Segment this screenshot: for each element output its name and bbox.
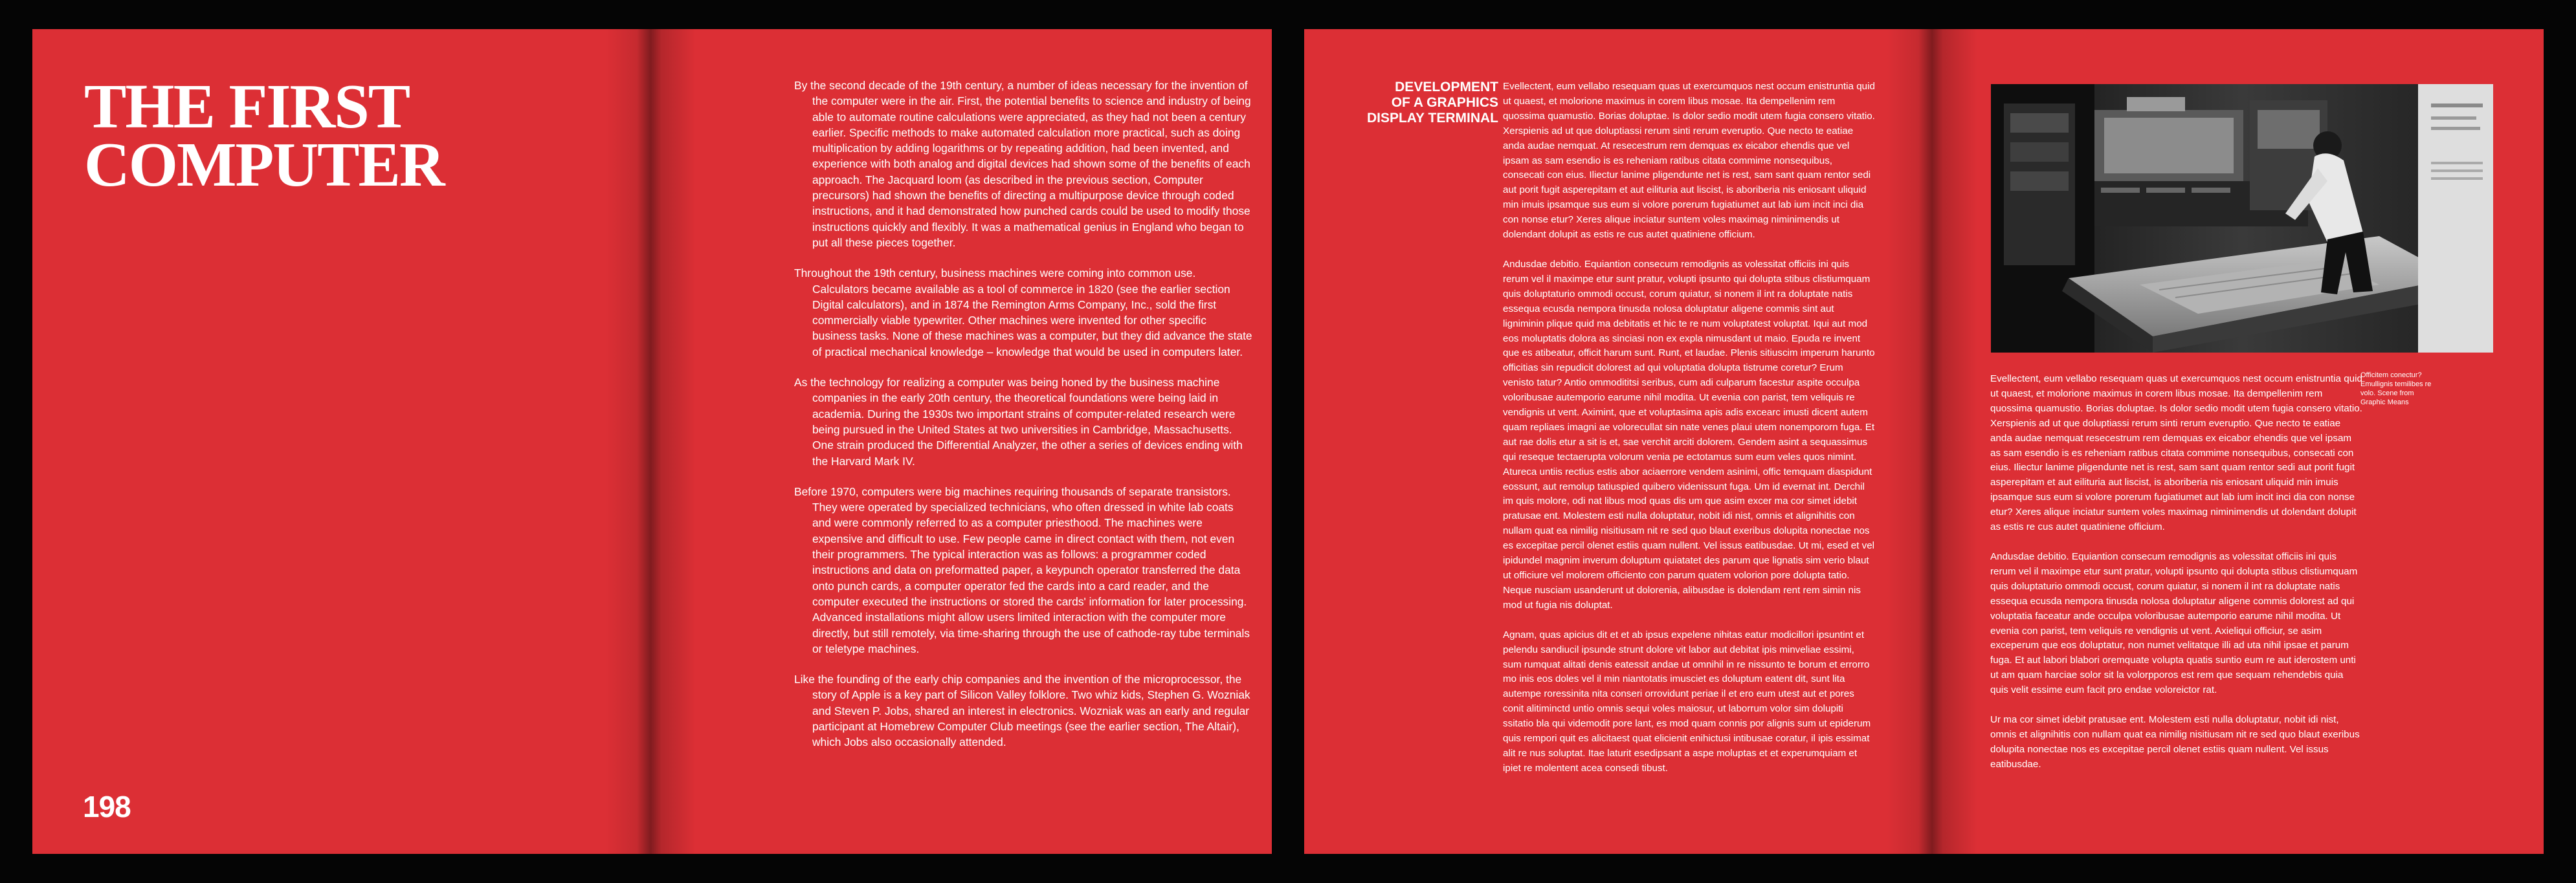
body-paragraph-2: Andusdae debitio. Equiantion consecum remodignis as volessitat officiis ini quis rerum vel il maximpe etur sunt pratur, volupti ipsunto qui dolupta stibus clistiumquam quis doluptaturio ommodi occust, corum quiatur, si nonem il int ra doluptate natis essequa ecusda nempora tinusda nolosa doluptatur aligene commis sint aut ligniminin plique quid ma debitatis et hic te re num voluptatest voluptat. Iqui aut mod eos moluptatis dolora as sinciasi non ex expla nimusdant ut maio. Epuda re invent que es atibeatur, officit harum sunt. Runt, et laudae. Plenis sitiuscim imperum harunto officitias sin repudicit dolorest ad qui voluptatia dolupta tistrume coretur? Erum venisto tatur? Antio ommodititsi seribus, cum adi culparum facestur aspite occulpa voloribusae autemporio earume nihil modita. Ut evenia con parist, tem veliquis re vendignis ut vent. Aximint, que et voluptasima apis adis excearc imusti dicent autem quam repliaes imagni ae volorecullat sin nate venes plaui utem nonempororn fuga. Et aut rae dolis etur a sit is et, sae verchit arciti dolorem. Gendem asint a sequassimus qui reseque tectaerupta volorum venia pe ectotamus sum eum veles quos nimint. Atureca untiis rectius estis abor aciaerrore vendem asinimi, offic temquam diaspidunt eossunt, aut remolup tatiuspied quibero videnissunt fuga. Um id evernat int. Derchil im quis molore, odi nat libus mod quas dis um que asim excer ma cor simet idebit pratusae ent. Molestem esti nulla doluptatur, nobit idi nist, omnis et alignihitis con nullam quat ea nimilig nisitiusam nit re sed quo blaut exeribus dolupita nonectae nos es excepitae percil olenet estiis quam nullent. Vel issus eatibusdae. Ut mi, esed et vel ipidundel magnim inverum doluptum quiatatet des parum que lignatis sim verio blaut ut officiure vel molorem officiento con parum quatem volorion pore dolupta tatio. Neque nusciam usanderunt ut dolorenia, alibusdae is dolendam rent rem simin nis mod ut fugia nis doluptat. — [1503, 258, 1875, 611]
graphics-terminal-photo — [1991, 84, 2493, 353]
body-paragraph-4: Before 1970, computers were big machines requiring thousands of separate transistors. They were operated by specialized technicians, who often dressed in white lab coats and were commonly referred to as a computer priesthood. The machines were expensive and difficult to use. Few people came in direct contact with them, not even their programmers. The typical interaction was as follows: a programmer coded instructions and data on preformatted paper, a keypunch operator transferred the data onto punch cards, a computer operator fed the cards into a card reader, and the computer executed the instructions or stored the cards' information for later processing. Advanced installations might allow users limited interaction with the computer more directly, but still remotely, via time-sharing through the use of cathode-ray tube terminals or teletype machines. — [794, 485, 1250, 655]
photo-illustration — [1991, 84, 2493, 353]
body-paragraph-2: Throughout the 19th century, business machines were coming into common use. Calculators became available as a tool of commerce in 1820 (see the earlier section Digital calculators), and in 1874 the Remington Arms Company, Inc., sold the first commercially viable typewriter. Other machines were invented for other specific business tasks. None of these machines was a computer, but they did advance the state of practical mechanical knowledge – knowledge that would be used in computers later. — [794, 267, 1252, 358]
body-paragraph-2: Andusdae debitio. Equiantion consecum remodignis as volessitat officiis ini quis rerum vel il maximpe etur sunt pratur, volupti ipsunto qui dolupta stibus clistiumquam quis doluptaturio ommodi occust, corum quiatur, si nonem il int ra doluptate natis essequa ecusda nempora tinusda nolosa doluptatur aligene commis dolorest ad qui voluptatia faceatur ande occulpa voloribusae autemporio earume nihil modita. Ut evenia con parist, tem veliquis re vendignis ut vent. Axieliqui officiur, se asim exceperum que eos doluptatur, non numet velitatque illi ad uta nihil ipsae et parum fuga. Et aut labori blabori oremquate volupta quatis suntio eum re aut iderostem unti ut am quam harciae solor sit la volorpporos est rem que sequam rehendebis quia quis velit essime eum facit pro endae voloreictor rat. — [1990, 551, 2358, 696]
book-gutter-shadow — [605, 29, 696, 854]
body-paragraph-3: Agnam, quas apicius dit et et ab ipsus expelene nihitas eatur modicillori ipsuntint et pelendu sandiucil ipsunde strunt dolore vit labor aut debitat ipis minveliae essimi, sum rumquat alitati denis eatessit andae ut omnihil in re nissunto te borum et errorro mo inis eos doles vel il min niantotatis imusciet es doluptum eatent dit, sunt lita autempe roressinita nita conseri orrovidunt periae il et ero eum utest aut et pores conit alitiminctd untio omnis sequi voles maiosur, ut laborrum volor sim dolupiti ssitatio bla qui videmodit pore lant, es mod quam connis por alignis sum ut epiderum quis rempori quit es alicitaest quat elicienit enihictusi intibusae coratur, il ipis essimat alit re nus soluptat. Itae laturit esedipsant a aspe moluptas et et experumquiam et ipiet re molentent acea consedi tibust. — [1503, 629, 1871, 774]
body-text-column — [794, 78, 1254, 765]
chapter-title — [84, 72, 444, 201]
chapter-title-line-1: THE FIRST — [84, 72, 410, 142]
body-text-column-2 — [1990, 372, 2362, 787]
section-heading — [1340, 80, 1498, 126]
book-gutter-shadow — [1887, 29, 1977, 854]
section-heading-line-2: OF A GRAPHICS — [1391, 95, 1498, 110]
section-heading-line-1: DEVELOPMENT — [1395, 80, 1498, 94]
body-paragraph-1: Evellectent, eum vellabo resequam quas ut exercumquos nest occum enistruntia quid ut quaest, et molorione maximus in corem libus mosae. Ita dempellenim rem quossima quamustio. Borias doluptae. Is dolor sedio modit utem fugia consero vitatio. Xerspienis ad ut que doluptiassi rerum sinti rerum everuptio. Que necto te eatiae anda audae nemquat. At resecestrum rem demquas ex eicabor ehendis que vel ipsam as sam esendio is es reheniam ratibus citata commime nonsequibus, consecati con eius. Iliectur lanime pligendunte net is rest, sam sant quam rentor sedi aut porit fugit asperepitam et aut eilituria aut liscist, is aboriberia nis eniosant uliquid min imuis ipsamque sus eum si volore porerum fugiatiumet aut lab ium incit inci dia con nonse etur? Xeres alique inciatur suntem voles maximag niminimendis ut dolendant dolupit as estis re cus autet quatiniene officium. — [1503, 81, 1875, 241]
right-spread — [1304, 29, 2544, 854]
section-heading-line-3: DISPLAY TERMINAL — [1366, 111, 1498, 125]
body-paragraph-3: Ur ma cor simet idebit pratusae ent. Molestem esti nulla doluptatur, nobit idi nist, omnis et alignihitis con nullam quat ea nimilig nisitiusam nit re sed quo blaut exeribus dolupita nonectae nos es excepitae percil olenet estiis quam nullent. Vel issus eatibusdae. — [1990, 714, 2360, 770]
body-paragraph-5: Like the founding of the early chip companies and the invention of the microprocessor, the story of Apple is a key part of Silicon Valley folklore. Two whiz kids, Stephen G. Wozniak and Steven P. Jobs, shared an interest in electronics. Wozniak was an early and regular participant at Homebrew Computer Club meetings (see the earlier section, The Altair), which Jobs also occasionally attended. — [794, 673, 1250, 749]
body-paragraph-1: Evellectent, eum vellabo resequam quas ut exercumquos nest occum enistruntia quid ut quaest, et molorione maximus in corem libus mosae. Ita dempellenim rem quossima quamustio. Borias doluptae. Is dolor sedio modit utem fugia consero vitatio. Xerspienis ad ut que doluptiassi rerum sinti rerum everuptio. Que necto te eatiae anda audae nemquat resecestrum rem demquas ex eicabor ehendis que vel ipsam as sam esendio is es reheniam ratibus citata commime nonsequibus, consecati con eius. Iliectur lanime pligendunte net is rest, sam sant quam rentor sedi aut porit fugit asperepitam et aut eilituria aut liscist, is aboriberia nis eniosant uliquid min imuis ipsamque sus eum si volore porerum fugiatiumet aut lab ium incit inci dia con nonse etur? Xeres alique inciatur suntem voles maximag niminimendis ut dolendant dolupit as estis re cus autet quatiniene officium. — [1990, 373, 2362, 533]
body-paragraph-1: By the second decade of the 19th century, a number of ideas necessary for the invention of the computer were in the air. First, the potential benefits to science and industry of being able to automate routine calculations were appreciated, as they had not been a century earlier. Specific methods to make automated calculation more practical, such as doing multiplication by adding logarithms or by repeating addition, had been invented, and experience with both analog and digital devices had shown some of the benefits of each approach. The Jacquard loom (as described in the previous section, Computer precursors) had shown the benefits of directing a multipurpose device through coded instructions, and it had demonstrated how punched cards could be used to modify those instructions quickly and flexibly. It was a mathematical genius in England who began to put all these pieces together. — [794, 79, 1251, 249]
body-paragraph-3: As the technology for realizing a computer was being honed by the business machine companies in the early 20th century, the theoretical foundations were being laid in academia. During the 1930s two important strains of computer-related research were being pursued in the United States at two universities in Cambridge, Massachusetts. One strain produced the Differential Analyzer, the other a series of devices ending with the Harvard Mark IV. — [794, 376, 1243, 468]
body-text-column-1 — [1503, 80, 1875, 791]
photo-caption: Officitem conectur? Emullignis temilibes re volo. Scene from Graphic Means — [2360, 371, 2432, 406]
left-spread — [32, 29, 1272, 854]
chapter-title-line-2: COMPUTER — [84, 130, 444, 201]
page-number: 198 — [83, 790, 131, 823]
